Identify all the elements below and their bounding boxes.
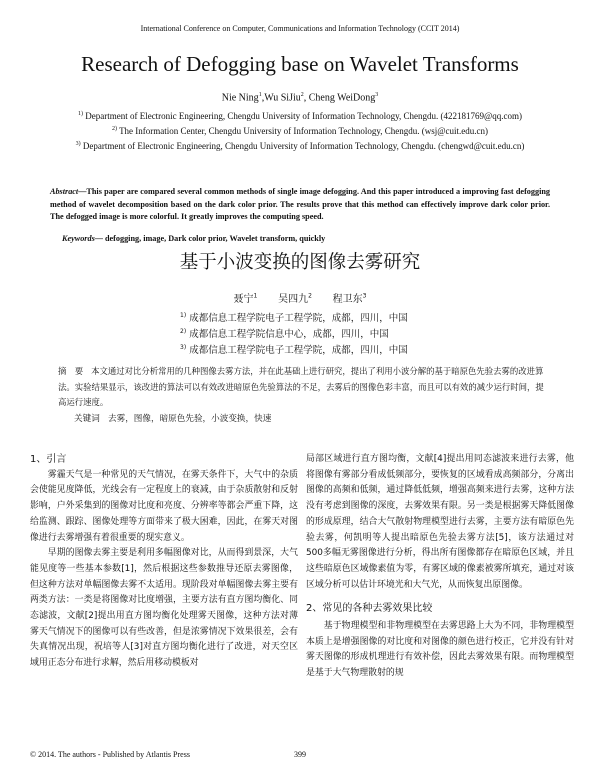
author-sup: 2 <box>300 92 304 98</box>
paragraph: 早期的图像去雾主要是利用多幅图像对比，从而得到景深，大气能见度等一些基本参数[1]，然后根据这些参数推导还原去雾图像，但这种方法对单幅图像去雾不太适用。现阶段对单幅图像去雾主要有两类方法：一类是将图像对比度增强，主要方法有直方图均衡化、同态滤波，文献[2]提出用直方图均衡化处理雾天图像，这种方法对薄雾天气情况下的图像可以有些改善，但是浓雾情况下效果很差，会有失真情况出现，祝培等人[3]对直方图均衡化进行了改进，对天空区域用正态分布进行求解，然后用移动模板对 <box>30 548 298 669</box>
affiliation-3: $^{3)}$ Department of Electronic Engineering, Chengdu University of Information Technology, Chengdu. (chengwd@cuit.edu.cn) <box>75 141 525 151</box>
author-name: Nie Ning <box>221 92 259 104</box>
section-heading: 1、引言 <box>30 454 67 465</box>
keywords-label: Keywords <box>62 234 95 243</box>
section-heading: 2、常见的各种去雾效果比较 <box>306 603 433 615</box>
affiliation-2: $^{2)}$ The Information Center, Chengdu University of Information Technology, Chengdu. (wsj@cuit.edu.cn) <box>111 126 489 136</box>
cn-affiliation-1: $^{1)}$ 成都信息工程学院电子工程学院，成都，四川，中国 <box>180 311 408 324</box>
author-name: Wu SiJiu <box>264 92 301 104</box>
abstract-text: —This paper are compared several common methods of single image defogging. And this paper introduced a improving fast defogging method of wavelet decomposition based on the dark color prior. The results prove that this method can effectively improve dark color prior. The defogged image is more colorful. It greatly improves the computing speed. <box>50 187 550 221</box>
paragraph: 基于物理模型和非物理模型在去雾思路上大为不同，非物理模型本质上是增强图像的对比度和对图像的颜色进行校正，它并没有针对雾天图像的形成机理进行有效补偿，因此去雾效果有限。而物理模型是基于大气物理散射的规 <box>306 621 574 679</box>
author-sup: 1 <box>258 92 262 98</box>
paragraph: 雾霾天气是一种常见的天气情况，在雾天条件下，大气中的杂质会使能见度降低，光线会有一定程度上的衰减，由于杂质散射和反射影响，户外采集到的图像对比度和亮度、分辨率等都会严重下降，这给监测、跟踪、图像处理等方面带来了极大困难，因此，在雾天对图像进行去雾增强有着很重要的现实意义。 <box>30 469 298 543</box>
left-column <box>30 452 298 672</box>
abstract-label: Abstract <box>50 187 79 196</box>
paper-title: Research of Defogging base on Wavelet Transforms <box>81 52 519 76</box>
cn-keywords-text: 去雾，图像，暗原色先验，小波变换，快速 <box>108 414 272 424</box>
cn-title: 基于小波变换的图像去雾研究 <box>179 252 421 273</box>
cn-affiliation-2: $^{2)}$ 成都信息工程学院信息中心，成都，四川，中国 <box>180 327 389 340</box>
keywords-text: — defogging, image, Dark color prior, Wavelet transform, quickly <box>94 234 326 243</box>
cn-abstract <box>58 364 548 411</box>
cn-keywords-label: 关键词 <box>74 414 100 424</box>
affiliation-1: $^{1)}$ Department of Electronic Engineering, Chengdu University of Information Technology, Chengdu. (422181769@qq.com) <box>77 111 523 121</box>
cn-abstract-text: 本文通过对比分析常用的几种图像去雾方法，并在此基础上进行研究，提出了利用小波分解的基于暗原色先验去雾的改进算法。实验结果显示，该改进的算法可以有效改进暗原色先验算法的不足，去雾后的图像色彩丰富，而且可以有效的减少运行时间，提高运行速度。 <box>58 366 544 407</box>
author-list: Nie Ning$^1$,Wu SiJiu$^2$, Cheng WeiDong$^3$ <box>221 92 379 104</box>
page-number: 399 <box>294 750 306 759</box>
cn-keywords <box>74 412 271 424</box>
author-sup: 3 <box>375 92 379 98</box>
copyright-footer: © 2014. The authors - Published by Atlantis Press <box>30 750 190 759</box>
cn-author-list: 聂宁$^1$ 吴四九$^2$ 程卫东$^3$ <box>233 292 367 305</box>
cn-abstract-label: 摘 要 <box>58 366 84 376</box>
right-column <box>306 452 574 682</box>
paragraph: 局部区域进行直方图均衡，文献[4]提出用同态滤波来进行去雾，他将图像有雾部分看成低频部分，要恢复的区域看成高频部分，分离出图像的高频和低频，通过降低低频，增强高频来进行去雾，这种方法没有考虑到图像的深度，去雾效果有限。另一类是根据雾天降低图像的形成原理，结合大气散射物理模型进行去雾，主要方法有暗原色先验去雾，何凯明等人提出暗原色先验去雾方法[5]，该方法通过对500多幅无雾图像进行分析，得出所有图像都存在暗原色区域，并且这些暗原色区域像素值为零，有雾区域的像素被雾所填充，通过对该区域分析可以估计环境光和大气光，从而恢复出原图像。 <box>306 454 574 590</box>
cn-affiliation-3: $^{3)}$ 成都信息工程学院电子工程学院，成都，四川，中国 <box>180 343 408 356</box>
conference-header: International Conference on Computer, Communications and Information Technology (CCIT 2014) <box>140 24 460 33</box>
keywords <box>62 234 550 243</box>
abstract <box>50 186 550 224</box>
author-name: Cheng WeiDong <box>308 92 376 104</box>
